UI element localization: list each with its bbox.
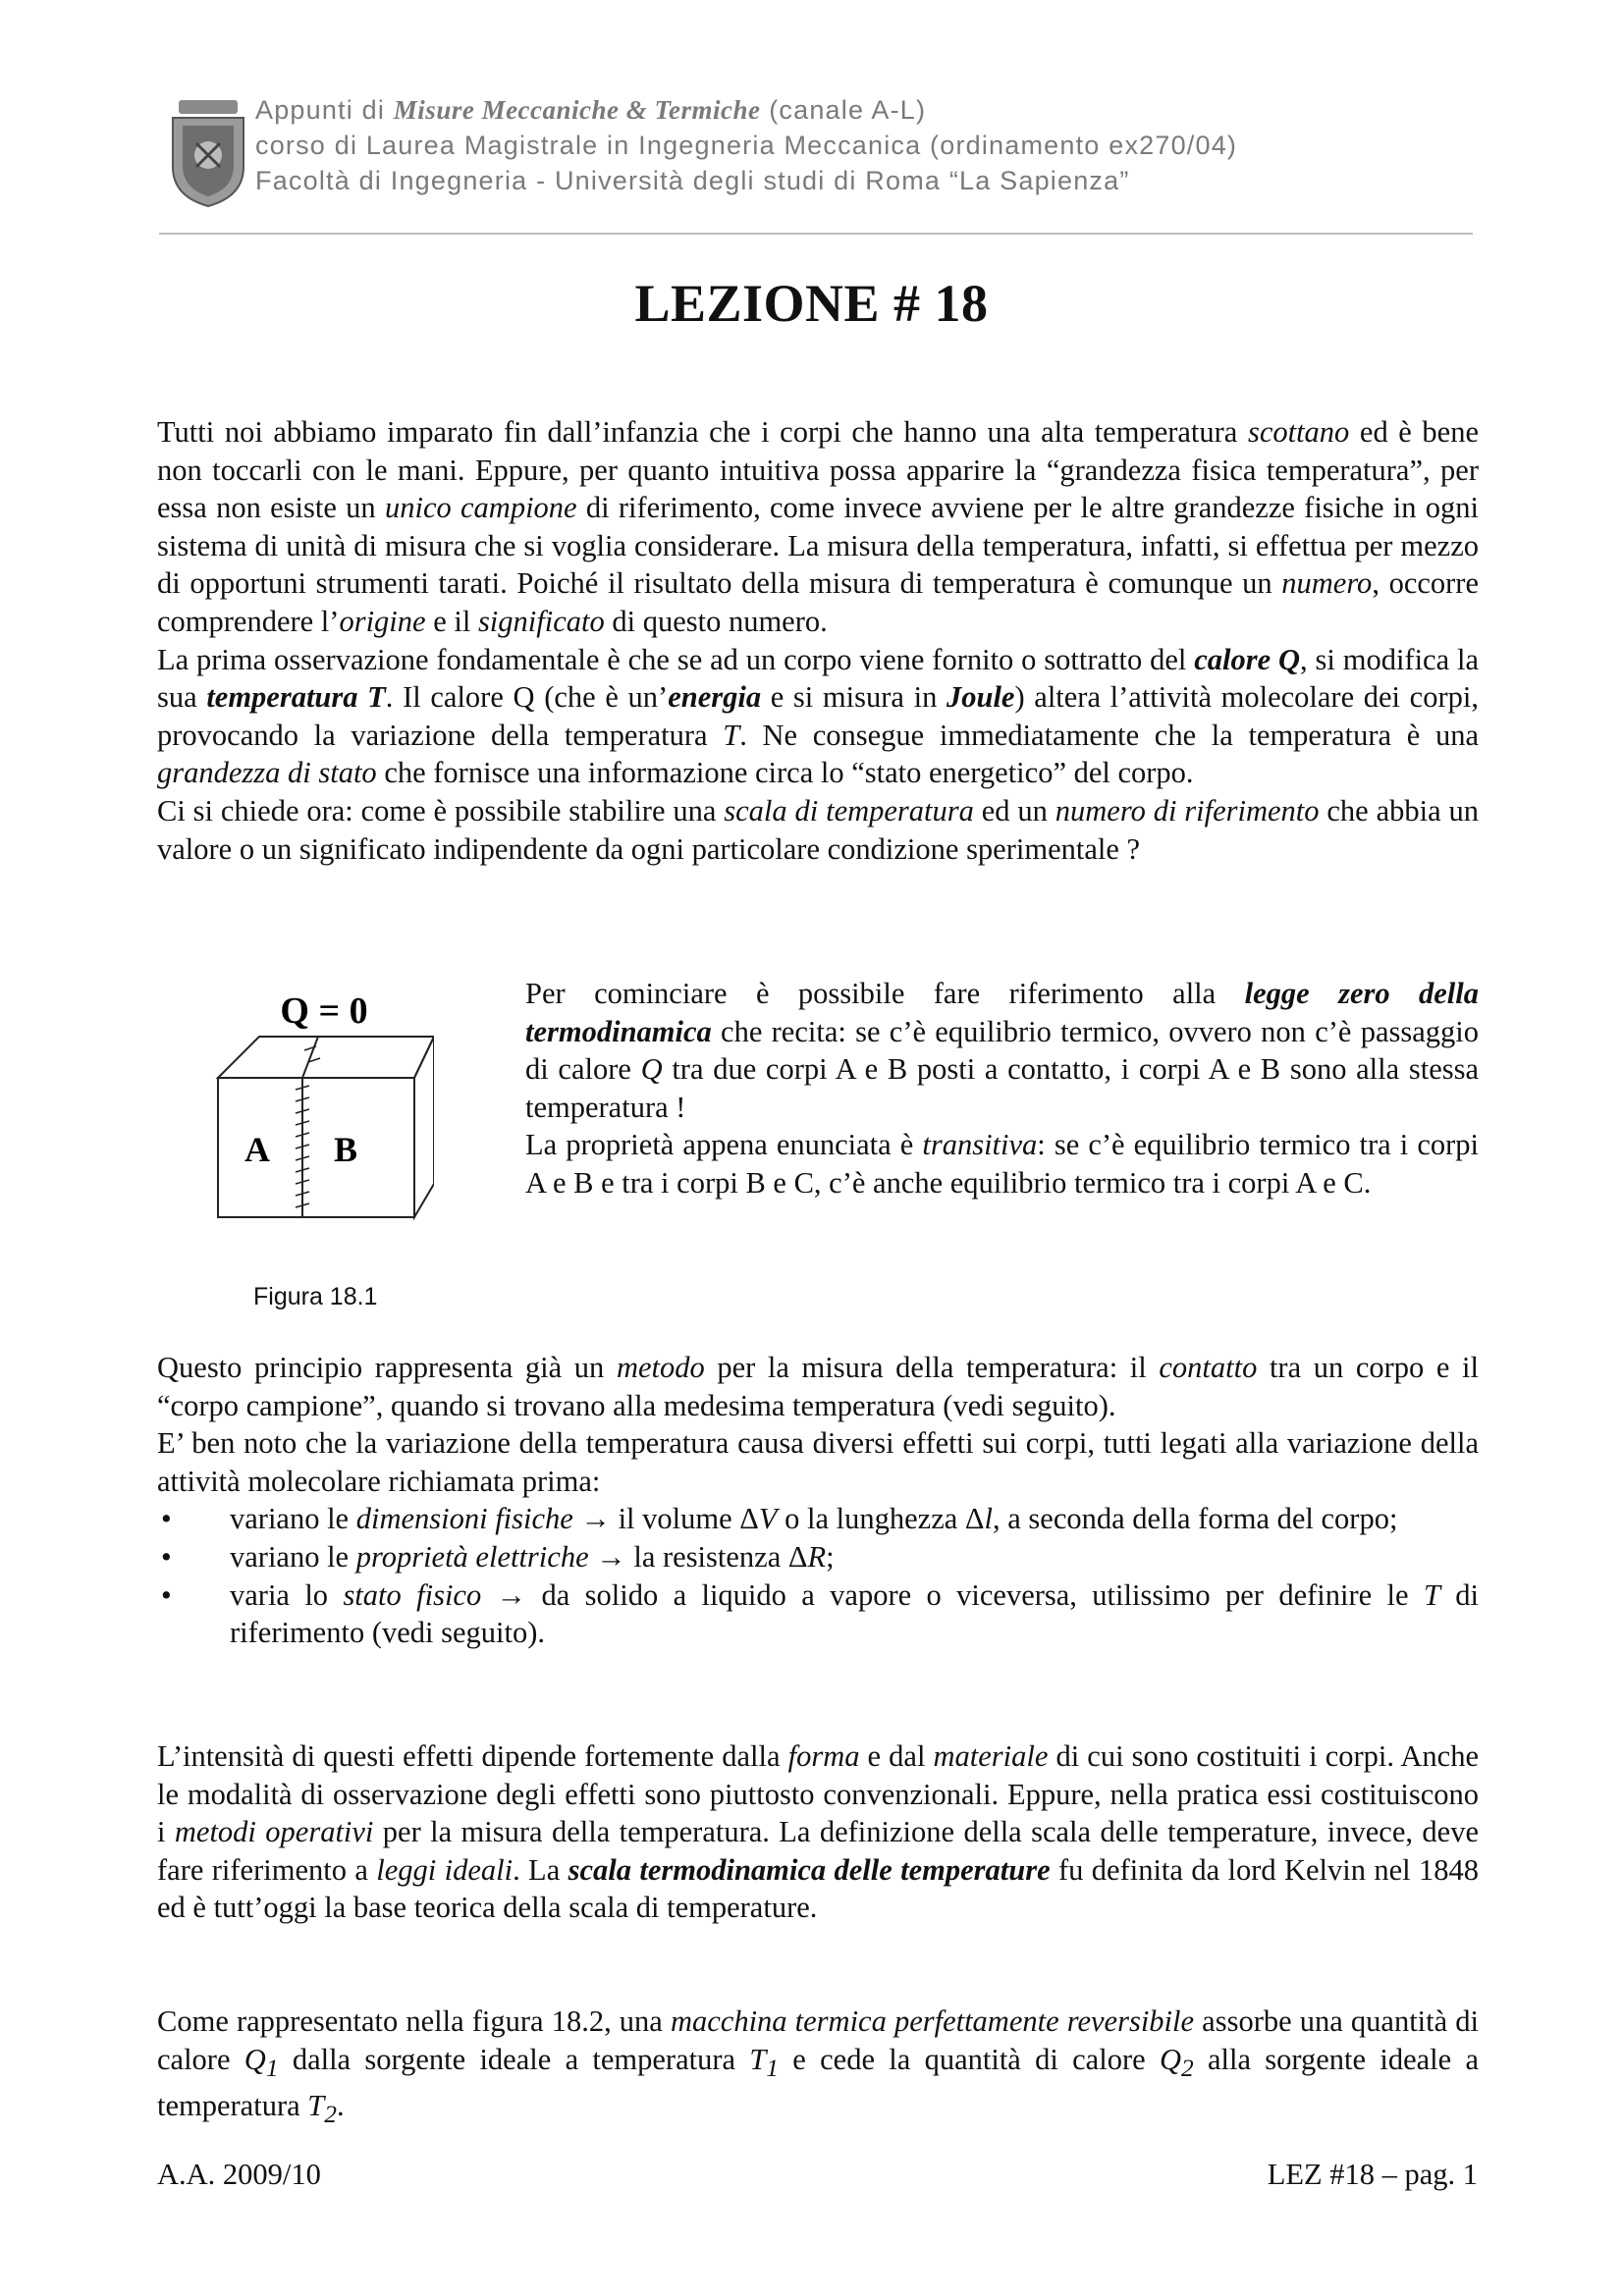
course-name: Misure Meccaniche & Termiche (393, 95, 761, 125)
list-item (157, 1500, 1479, 1538)
text-run: per la misura della temperatura. La definizione della scala delle temperature, invece, deve fare riferimento a (157, 1815, 1479, 1887)
header-line-1-post: (canale A-L) (760, 95, 927, 125)
bold-italic-run: calore Q (1194, 642, 1301, 676)
text-run: La prima osservazione fondamentale è che se ad un corpo viene fornito o sottratto del (157, 642, 1195, 676)
italic-run: materiale (933, 1739, 1049, 1773)
paragraph-1 (157, 413, 1479, 641)
text-run: tra un corpo e il “corpo campione”, quando si trovano alla medesima temperatura (vedi seguito). (157, 1351, 1480, 1422)
text-run: assorbe una quantità di calore (157, 2004, 1479, 2076)
italic-run: dimensioni fisiche (355, 1502, 573, 1536)
header-divider (159, 233, 1473, 235)
paragraph-7 (157, 2002, 1479, 2134)
italic-run: contatto (1159, 1351, 1258, 1384)
reversible-engine-section (157, 2002, 1479, 2134)
text-run: → da solido a liquido a vapore o viceversa, utilissimo per definire le (481, 1577, 1424, 1612)
text-run: ed è bene non toccarli con le mani. Eppure, per quanto intuitiva possa apparire la “grandezza fisica temperatura”, per essa non esiste un (157, 415, 1479, 525)
paragraph-5: E’ ben noto che la variazione della temperatura causa diversi effetti sui corpi, tutti legati alla variazione della attività molecolare richiamata prima: (157, 1426, 1479, 1498)
contact-interface-line (302, 1037, 318, 1217)
paragraph-6 (157, 1737, 1479, 1927)
symbol-letter: T (307, 2089, 325, 2123)
effects-list (157, 1500, 1479, 1651)
contact-hatch-marks (296, 1046, 320, 1207)
text-run: Come rappresentato nella figura 18.2, una (157, 2004, 671, 2038)
bold-italic-run: temperatura T (206, 680, 386, 715)
text-run: ) altera l’attività molecolare dei corpi, provocando la variazione della temperatura (157, 680, 1479, 752)
paragraph-3 (157, 792, 1479, 868)
italic-run: proprietà elettriche (355, 1539, 589, 1574)
body-b-label: B (333, 1130, 358, 1169)
figure-q-label: Q = 0 (280, 990, 368, 1032)
italic-run: Q (640, 1052, 663, 1087)
bullet-icon: • (161, 1539, 172, 1574)
bullet-icon: • (161, 1502, 172, 1536)
italic-run: metodo (616, 1351, 705, 1384)
cube-side-face (414, 1037, 434, 1217)
italic-run: transitiva (922, 1128, 1038, 1162)
text-run: variano le (230, 1502, 356, 1536)
text-run: Per cominciare è possibile fare riferimento alla (525, 977, 1245, 1010)
italic-run: R (807, 1539, 827, 1574)
text-run: e cede la quantità di calore (779, 2042, 1160, 2076)
text-run: . Il calore Q (che è un’ (385, 680, 669, 715)
bold-italic-run: legge zero della termodinamica (525, 977, 1479, 1048)
text-run: La proprietà appena enunciata è (525, 1128, 923, 1162)
text-run: che abbia un valore o un significato indipendente da ogni particolare condizione sperimentale ? (157, 793, 1479, 866)
symbol-letter: T (749, 2042, 767, 2076)
text-run: : se c’è equilibrio termico tra i corpi A e B e tra i corpi B e C, c’è anche equilibrio termico tra i corpi A e C. (525, 1128, 1479, 1200)
footer-academic-year: A.A. 2009/10 (157, 2158, 321, 2191)
text-run: ed un (973, 793, 1055, 828)
body-a-label: A (244, 1130, 270, 1169)
figure-18-1-diagram (208, 982, 434, 1237)
text-run: . Ne consegue immediatamente che la temperatura è una (739, 718, 1479, 752)
text-run: . (336, 2089, 345, 2123)
transitive-paragraph (525, 1126, 1479, 1201)
italic-run: grandezza di stato (157, 756, 377, 790)
italic-run: origine (339, 604, 426, 638)
text-run: → la resistenza Δ (588, 1539, 808, 1574)
subscript: 1 (265, 2054, 279, 2082)
text-run: e dal (859, 1739, 934, 1773)
symbol-letter: Q (243, 2042, 266, 2076)
page-title: LEZIONE # 18 (634, 274, 989, 333)
text-run: di questo numero. (604, 604, 828, 638)
list-item (157, 1538, 1479, 1576)
text-run: Questo principio rappresenta già un (157, 1351, 617, 1384)
bullet-icon: • (161, 1577, 172, 1612)
header-line-2: corso di Laurea Magistrale in Ingegneria Meccanica (ordinamento ex270/04) (255, 131, 1238, 160)
symbol-q2 (1159, 2042, 1194, 2082)
italic-run: T (1423, 1577, 1440, 1612)
italic-run: leggi ideali (376, 1852, 514, 1887)
text-run: di riferimento, come invece avviene per le altre grandezze fisiche in ogni sistema di unità di misura che si voglia considerare. La misura della temperatura, infatti, si effettua per mezzo di opportuni strumenti tarati. Poiché il risultato della misura di temperatura è comunque un (157, 491, 1479, 601)
italic-run: scottano (1247, 415, 1350, 449)
italic-run: metodi operativi (174, 1815, 374, 1849)
paragraph-4 (157, 1349, 1479, 1424)
subscript: 2 (324, 2101, 337, 2129)
italic-run: scala di temperatura (724, 793, 974, 828)
thermodynamic-scale-section (157, 1737, 1479, 1927)
text-run: che fornisce una informazione circa lo “stato energetico” del corpo. (376, 756, 1194, 790)
header-line-1 (255, 92, 1483, 128)
text-run: che recita: se c’è equilibrio termico, ovvero non c’è passaggio di calore (525, 1014, 1479, 1087)
italic-run: numero di riferimento (1055, 793, 1320, 828)
method-section (157, 1349, 1479, 1652)
text-run: tra due corpi A e B posti a contatto, i corpi A e B sono alla stessa temperatura ! (525, 1052, 1480, 1124)
text-run: varia lo (230, 1577, 344, 1612)
italic-run: unico campione (384, 491, 577, 525)
italic-run: V (758, 1502, 778, 1536)
symbol-letter: Q (1159, 2042, 1181, 2076)
text-run: Tutti noi abbiamo imparato fin dall’infanzia che i corpi che hanno una alta temperatura (157, 415, 1248, 449)
header-lines (255, 92, 1483, 198)
subscript: 2 (1180, 2054, 1194, 2082)
italic-run: T (723, 718, 740, 752)
italic-run: l (984, 1502, 993, 1536)
text-run: e il (425, 604, 478, 638)
text-run: di riferimento (vedi seguito). (230, 1577, 1480, 1650)
text-run: e si misura in (761, 680, 947, 715)
text-run: , a seconda della forma del corpo; (993, 1502, 1398, 1536)
header-line-3: Facoltà di Ingegneria - Università degli studi di Roma “La Sapienza” (255, 166, 1130, 195)
text-run: . La (513, 1852, 568, 1887)
cube-top-face (218, 1037, 434, 1078)
symbol-t2 (307, 2089, 337, 2129)
italic-run: significato (477, 604, 605, 638)
symbol-t1 (749, 2042, 779, 2082)
text-run: L’intensità di questi effetti dipende fortemente dalla (157, 1739, 788, 1773)
text-run: o la lunghezza Δ (777, 1502, 985, 1536)
text-run: → il volume Δ (572, 1502, 759, 1536)
figure-caption: Figura 18.1 (253, 1283, 378, 1310)
text-run: , occorre comprendere l’ (157, 566, 1479, 638)
text-run: per la misura della temperatura: il (704, 1351, 1160, 1384)
text-run: dalla sorgente ideale a temperatura (278, 2042, 750, 2076)
zero-law-paragraph (525, 975, 1479, 1126)
text-run: di cui sono costituiti i corpi. Anche le modalità di osservazione degli effetti sono piuttosto convenzionali. Eppure, nella pratica essi costituiscono i (157, 1739, 1479, 1849)
italic-run: stato fisico (343, 1577, 482, 1612)
university-seal-icon (169, 98, 247, 208)
bold-italic-run: energia (668, 680, 762, 715)
list-item (157, 1576, 1479, 1652)
text-run: variano le (230, 1539, 356, 1574)
bold-italic-run: Joule (946, 680, 1015, 715)
italic-run: numero (1281, 566, 1373, 601)
text-run: , si modifica la sua (157, 642, 1479, 715)
footer-page-number: LEZ #18 – pag. 1 (1267, 2158, 1478, 2191)
paragraph-2 (157, 641, 1479, 792)
bold-italic-run: scala termodinamica delle temperature (568, 1852, 1051, 1887)
document-header (169, 90, 1485, 238)
italic-run: macchina termica perfettamente reversibile (670, 2004, 1195, 2038)
text-run: alla sorgente ideale a temperatura (157, 2042, 1479, 2123)
text-run: fu definita da lord Kelvin nel 1848 ed è tutt’oggi la base teorica della scala di temperature. (157, 1852, 1479, 1925)
header-line-1-pre: Appunti di (255, 95, 394, 125)
text-run: ; (826, 1539, 835, 1574)
italic-run: forma (787, 1739, 860, 1773)
subscript: 1 (766, 2054, 779, 2082)
text-run: Ci si chiede ora: come è possibile stabilire una (157, 793, 725, 828)
symbol-q1 (243, 2042, 279, 2082)
intro-section (157, 413, 1479, 868)
figure-side-text (525, 975, 1479, 1202)
